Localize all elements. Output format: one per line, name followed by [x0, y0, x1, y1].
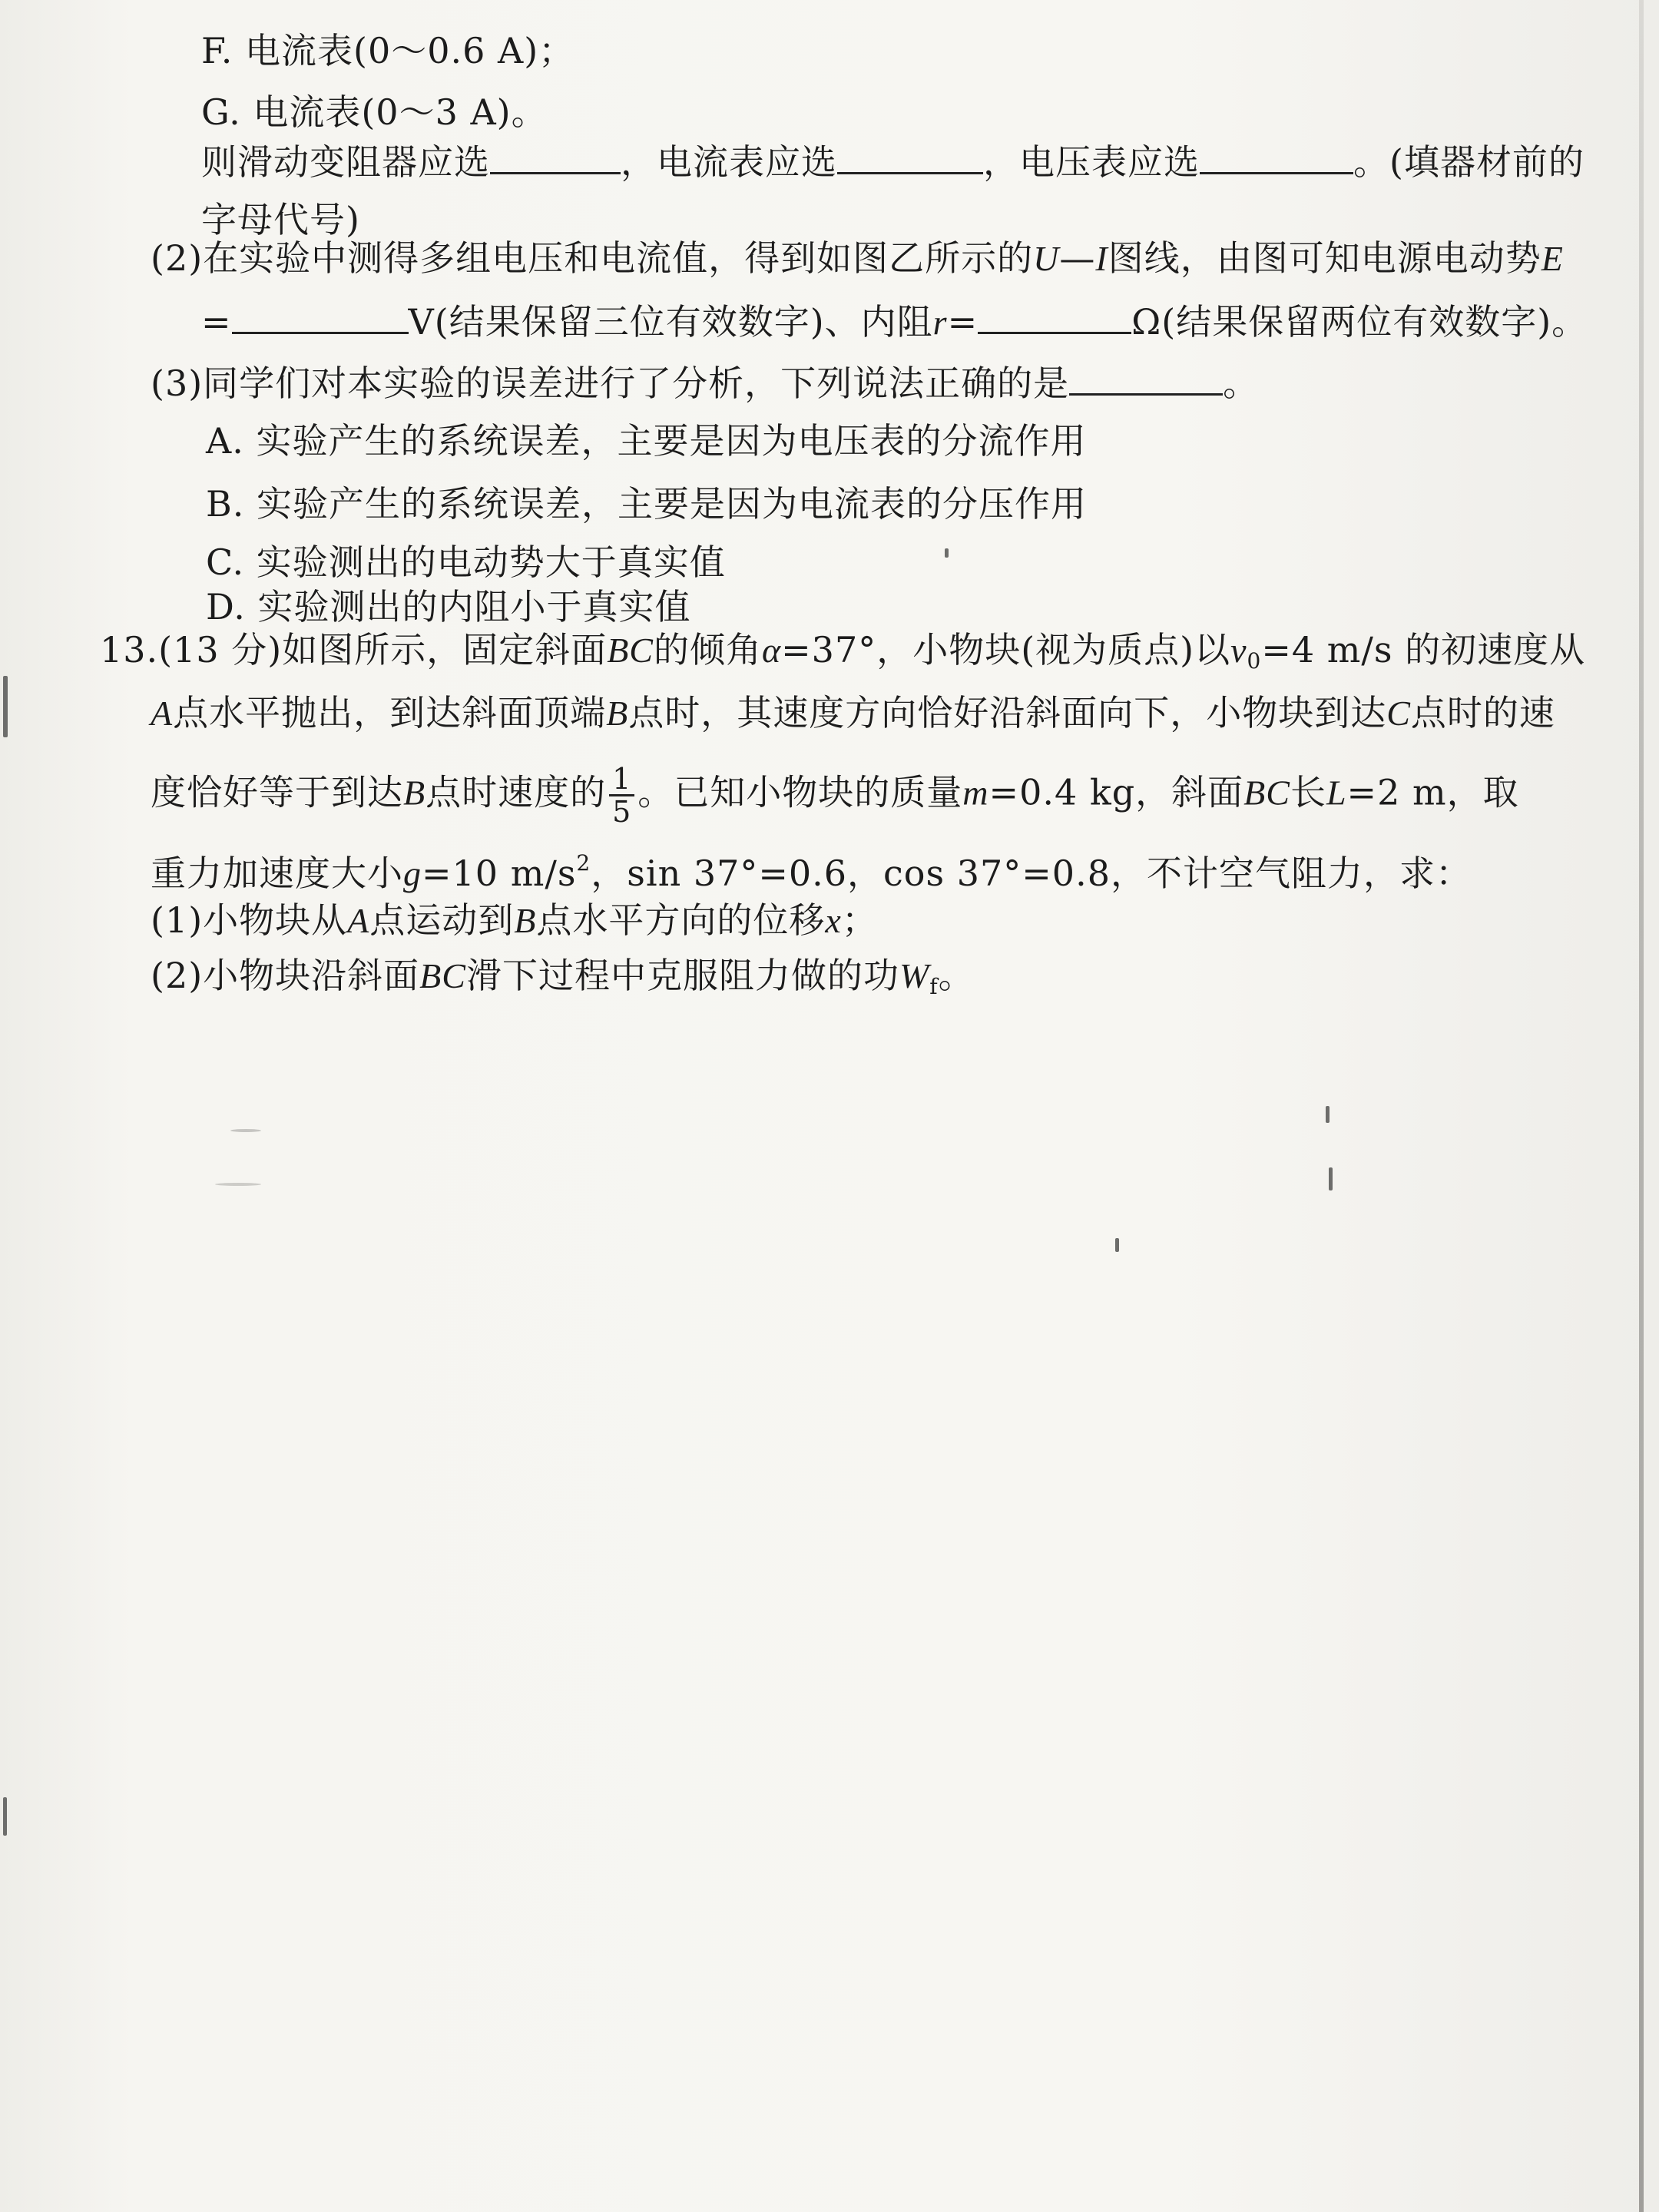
- q13-text-h: 度恰好等于到达: [151, 771, 403, 813]
- sub2-text-c: 。: [938, 955, 975, 996]
- q13-text-l: 长: [1290, 771, 1326, 813]
- option-b-text: B. 实验产生的系统误差，主要是因为电流表的分压作用: [206, 483, 1088, 525]
- fill-instruction: 。(填器材前的: [1353, 141, 1584, 183]
- symbol-b-3: B: [514, 901, 537, 940]
- scan-mark-left-2: [3, 1797, 7, 1836]
- fraction-numerator: 1: [609, 763, 634, 796]
- q12-3-line: [151, 359, 1259, 406]
- superscript-two: 2: [576, 850, 591, 876]
- letter-code-text: 字母代号): [201, 199, 360, 240]
- option-g-text: G. 电流表(0～3 A)。: [201, 91, 548, 133]
- symbol-i: I: [1095, 239, 1108, 278]
- scan-speck: [1326, 1106, 1330, 1123]
- q13-text-k: =0.4 kg，斜面: [988, 771, 1244, 813]
- q13-text-f: 点时，其速度方向恰好沿斜面向下，小物块到达: [628, 692, 1387, 733]
- q13-line3: [151, 763, 1519, 827]
- symbol-alpha: α: [761, 631, 782, 670]
- symbol-b: B: [606, 694, 629, 733]
- symbol-bc-2: BC: [1243, 773, 1290, 813]
- symbol-x: x: [825, 901, 842, 940]
- scan-edge-shadow: [1639, 0, 1644, 2212]
- q13-heading: 13.(13 分)如图所示，固定斜面: [100, 629, 608, 671]
- q12-2-line2: [201, 298, 1588, 346]
- q12-3-text: (3)同学们对本实验的误差进行了分析，下列说法正确的是: [151, 363, 1070, 404]
- symbol-m: m: [962, 773, 989, 813]
- scan-speck-2: [1329, 1167, 1333, 1190]
- q13-sub1: [151, 897, 878, 944]
- q13-text-g: 点时的速: [1410, 692, 1555, 733]
- q13-text-j: 。已知小物块的质量: [637, 771, 963, 813]
- symbol-a-2: A: [347, 901, 370, 940]
- symbol-bc: BC: [607, 631, 654, 670]
- dash-symbol: —: [1059, 237, 1096, 279]
- symbol-bc-3: BC: [419, 956, 466, 995]
- subscript-zero: 0: [1247, 648, 1262, 674]
- answer-blank-ammeter: [837, 138, 983, 174]
- scan-speck-3: [1115, 1238, 1119, 1252]
- sub1-text-a: (1)小物块从: [151, 899, 348, 941]
- option-d-text: D. 实验测出的内阻小于真实值: [206, 586, 691, 628]
- q12-2-line1: [151, 235, 1564, 282]
- symbol-g: g: [403, 854, 422, 893]
- option-b: [206, 481, 1087, 527]
- fraction-one-fifth: [609, 763, 634, 827]
- resistance-unit-text: Ω(结果保留两位有效数字)。: [1131, 301, 1588, 343]
- ammeter-prompt: ，电流表应选: [621, 141, 837, 183]
- scan-mark-left: [3, 676, 8, 737]
- fraction-denominator: 5: [612, 795, 632, 829]
- sub2-text-b: 滑下过程中克服阻力做的功: [465, 955, 899, 996]
- q13-text-m: =2 m，取: [1346, 771, 1519, 813]
- rheostat-prompt: 则滑动变阻器应选: [201, 141, 490, 183]
- q13-text-b: 的倾角: [653, 629, 762, 671]
- q13-text-e: 点水平抛出，到达斜面顶端: [173, 692, 607, 733]
- q13-text-n: 重力加速度大小: [151, 853, 403, 894]
- answer-blank-voltmeter: [1200, 138, 1353, 174]
- q12-2-text-b: 图线，由图可知电源电动势: [1108, 237, 1541, 279]
- option-f-text: F. 电流表(0～0.6 A)；: [201, 30, 575, 71]
- option-c-text: C. 实验测出的电动势大于真实值: [206, 541, 726, 583]
- subscript-f: f: [929, 974, 939, 999]
- q13-line4: [151, 840, 1472, 897]
- sub1-text-b: 点运动到: [369, 899, 515, 941]
- q13-text-i: 点时速度的: [426, 771, 607, 813]
- symbol-w: W: [899, 956, 930, 995]
- symbol-c: C: [1386, 694, 1411, 733]
- option-f-ammeter: [201, 28, 575, 74]
- symbol-r: r: [932, 303, 948, 342]
- scan-smudge-2: [215, 1183, 261, 1186]
- answer-blank-rheostat: [490, 138, 621, 174]
- symbol-l: L: [1326, 773, 1347, 813]
- emf-unit-text: V(结果保留三位有效数字)、内阻: [408, 301, 933, 343]
- q12-1-selection-line: [201, 138, 1584, 185]
- q13-sub2: [151, 952, 975, 1010]
- voltmeter-prompt: ，电压表应选: [983, 141, 1200, 183]
- symbol-u: U: [1033, 239, 1060, 278]
- q13-text-d: =4 m/s 的初速度从: [1261, 629, 1586, 671]
- equals-sign-r: =: [947, 301, 979, 343]
- sub2-text-a: (2)小物块沿斜面: [151, 955, 420, 996]
- symbol-b-2: B: [403, 773, 426, 813]
- option-a-text: A. 实验产生的系统误差，主要是因为电压表的分流作用: [206, 420, 1087, 462]
- option-c: [206, 539, 726, 585]
- q13-text-p: ，sin 37°=0.6，cos 37°=0.8，不计空气阻力，求：: [591, 853, 1472, 894]
- option-d: [206, 584, 691, 630]
- equals-sign: =: [201, 301, 232, 343]
- symbol-e: E: [1541, 239, 1564, 278]
- q13-text-o: =10 m/s: [422, 853, 577, 894]
- option-g-ammeter: [201, 89, 548, 135]
- q12-2-text: (2)在实验中测得多组电压和电流值，得到如图乙所示的: [151, 237, 1034, 279]
- q13-text-c: =37°，小物块(视为质点)以: [781, 629, 1231, 671]
- q13-line2: [151, 690, 1555, 737]
- option-a: [206, 418, 1086, 464]
- q13-line1: [100, 627, 1585, 684]
- answer-blank-resistance: [978, 298, 1131, 334]
- answer-blank-emf: [232, 298, 409, 334]
- symbol-v: v: [1230, 631, 1247, 670]
- symbol-a: A: [151, 694, 174, 733]
- sub1-text-c: 点水平方向的位移: [536, 899, 826, 941]
- answer-blank-error-analysis: [1069, 359, 1223, 396]
- period: 。: [1223, 363, 1260, 404]
- scan-smudge: [230, 1129, 261, 1132]
- scan-speck-4: [945, 548, 949, 558]
- sub1-text-d: ；: [841, 899, 878, 941]
